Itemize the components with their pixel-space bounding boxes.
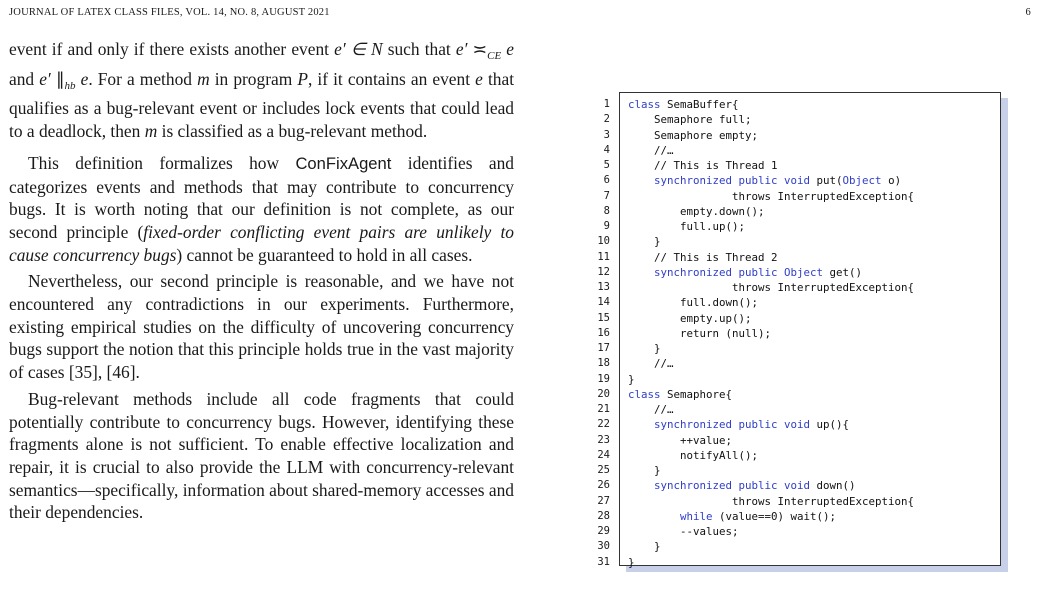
code-line — [628, 311, 914, 326]
code-keyword: synchronized public void — [654, 174, 811, 188]
paragraph-definition-formalizes: This definition formalizes how ConFixAgent identifies and categorizes events and methods that may contribute to concurrency bugs. It is worth noting that our definition is not complete, as our second principle (fixed-order conflicting event pairs are unlikely to cause concurrency bugs) cannot be guaranteed to hold in all cases. — [9, 152, 514, 265]
code-line-number: 4 — [603, 143, 610, 156]
code-line — [628, 158, 914, 173]
code-line-number: 24 — [597, 448, 610, 461]
code-line — [628, 143, 914, 158]
code-text: full.up(); — [628, 220, 746, 233]
code-line — [628, 494, 914, 509]
code-line — [628, 265, 914, 280]
code-text: SemaBuffer{ — [660, 98, 739, 111]
code-text — [628, 418, 654, 431]
code-text: get() — [823, 265, 863, 279]
journal-title: JOURNAL OF LATEX CLASS FILES, VOL. 14, NO. 8, AUGUST 2021 — [9, 7, 330, 18]
paragraph-definition-end: event if and only if there exists another event e′ ∈ N such that e′ $≍_{CE}$ e and e′ $\parallel_{hb}$ e. For a method m in program P, if it contains an event e that qualifies as a bug-relevant event or includes lock events that could lead to a deadlock, then m is classified as a bug-relevant method. — [9, 39, 515, 142]
code-line — [628, 295, 914, 310]
code-line — [628, 539, 914, 554]
code-text: ++value; — [628, 433, 733, 447]
code-text: full.down(); — [628, 296, 759, 310]
body-text-column — [9, 38, 514, 524]
code-line-number: 5 — [603, 159, 610, 171]
code-line-number: 1 — [603, 98, 610, 110]
code-line — [628, 463, 914, 478]
code-line-number: 23 — [597, 433, 610, 446]
code-line — [628, 555, 914, 570]
tool-name: ConFixAgent — [295, 153, 392, 173]
code-line-number: 8 — [603, 204, 610, 217]
code-text: // This is Thread 2 — [628, 250, 778, 264]
code-text — [628, 174, 654, 187]
code-line — [628, 448, 914, 463]
code-text — [628, 266, 654, 279]
code-keyword: synchronized public void — [654, 479, 811, 493]
code-line — [628, 189, 914, 204]
code-line — [628, 326, 914, 341]
code-text: } — [628, 342, 661, 355]
code-text: down() — [810, 479, 856, 493]
code-text: --values; — [628, 525, 739, 538]
code-line — [628, 97, 914, 112]
code-line-number: 13 — [597, 281, 610, 293]
code-line-number: 6 — [603, 174, 610, 187]
code-line-number: 29 — [597, 525, 610, 537]
code-line-number: 30 — [597, 540, 610, 553]
code-text: return (null); — [628, 326, 772, 340]
code-line-number: 28 — [597, 509, 610, 522]
code-text: up(){ — [810, 418, 850, 432]
code-line-number: 7 — [603, 189, 610, 202]
code-line-number: 26 — [597, 479, 610, 492]
code-line-number: 15 — [597, 311, 610, 324]
code-line-number: 19 — [597, 372, 610, 385]
code-listing — [628, 97, 914, 570]
code-text — [628, 510, 680, 523]
code-text: empty.up(); — [628, 311, 752, 325]
code-keyword: synchronized public void — [654, 418, 811, 432]
code-text: } — [628, 540, 661, 554]
code-line — [628, 402, 914, 417]
code-line-number: 9 — [603, 220, 610, 232]
code-text: throws InterruptedException{ — [628, 189, 915, 203]
code-text: //… — [628, 403, 674, 416]
code-line-number: 21 — [597, 403, 610, 415]
code-line — [628, 234, 914, 249]
code-line — [628, 372, 914, 387]
code-text: Semaphore empty; — [628, 128, 759, 142]
code-line-number: 2 — [603, 113, 610, 126]
code-text: Semaphore{ — [660, 387, 733, 401]
code-text: } — [628, 555, 635, 569]
code-text: Semaphore full; — [628, 113, 752, 127]
paragraph-nevertheless: Nevertheless, our second principle is reasonable, and we have not encountered any contradictions in our experiments. Furthermore, existing empirical studies on the difficulty of uncovering concurrency bugs support the notion that this principle holds true in the vast majority of cases [35], [46]. — [9, 271, 514, 383]
code-text: put( — [810, 174, 843, 188]
paragraph-bug-relevant-methods: Bug-relevant methods include all code fragments that could potentially contribute to concurrency bugs. However, identifying these fragments alone is not sufficient. To enable effective localization and repair, it is crucial to also provide the LLM with concurrency-relevant semantics—specifically, information about shared-memory accesses and their dependencies. — [9, 388, 514, 523]
code-line — [628, 280, 914, 295]
code-keyword: Object — [842, 174, 882, 188]
code-line — [628, 128, 914, 143]
code-text: throws InterruptedException{ — [628, 494, 915, 508]
code-line-number: 18 — [597, 357, 610, 370]
code-text — [628, 479, 654, 492]
code-line — [628, 356, 914, 371]
code-line-numbers — [593, 97, 623, 570]
code-text: (value==0) wait(); — [712, 509, 837, 523]
code-line — [628, 478, 914, 493]
code-line-number: 25 — [597, 464, 610, 476]
code-line-number: 31 — [597, 555, 610, 568]
code-line — [628, 112, 914, 127]
code-line-number: 16 — [597, 326, 610, 339]
code-text: } — [628, 235, 661, 249]
code-line-number: 10 — [597, 235, 610, 248]
code-line — [628, 524, 914, 539]
code-text: // This is Thread 1 — [628, 159, 778, 172]
code-text: empty.down(); — [628, 204, 765, 218]
code-line — [628, 204, 914, 219]
code-text: o) — [881, 174, 902, 188]
code-keyword: class — [628, 387, 661, 401]
code-line-number: 14 — [597, 296, 610, 309]
code-line-number: 11 — [597, 250, 610, 263]
code-line-number: 20 — [597, 387, 610, 400]
code-line — [628, 509, 914, 524]
code-keyword: synchronized public Object — [654, 265, 824, 279]
code-text: notifyAll(); — [628, 448, 759, 462]
code-line — [628, 173, 914, 188]
page-number: 6 — [1025, 7, 1031, 18]
code-line — [628, 219, 914, 234]
code-line-number: 17 — [597, 342, 610, 354]
code-line — [628, 341, 914, 356]
code-text: //… — [628, 357, 674, 371]
code-line-number: 27 — [597, 494, 610, 507]
code-line — [628, 417, 914, 432]
code-text: } — [628, 372, 635, 386]
code-text: } — [628, 464, 661, 477]
code-text: throws InterruptedException{ — [628, 281, 915, 294]
code-line-number: 12 — [597, 265, 610, 278]
code-line — [628, 250, 914, 265]
code-line-number: 22 — [597, 418, 610, 431]
running-header — [9, 7, 1031, 18]
code-line — [628, 433, 914, 448]
code-text: //… — [628, 143, 674, 157]
code-line-number: 3 — [603, 128, 610, 141]
code-line — [628, 387, 914, 402]
code-keyword: while — [680, 509, 713, 523]
code-keyword: class — [628, 98, 661, 111]
